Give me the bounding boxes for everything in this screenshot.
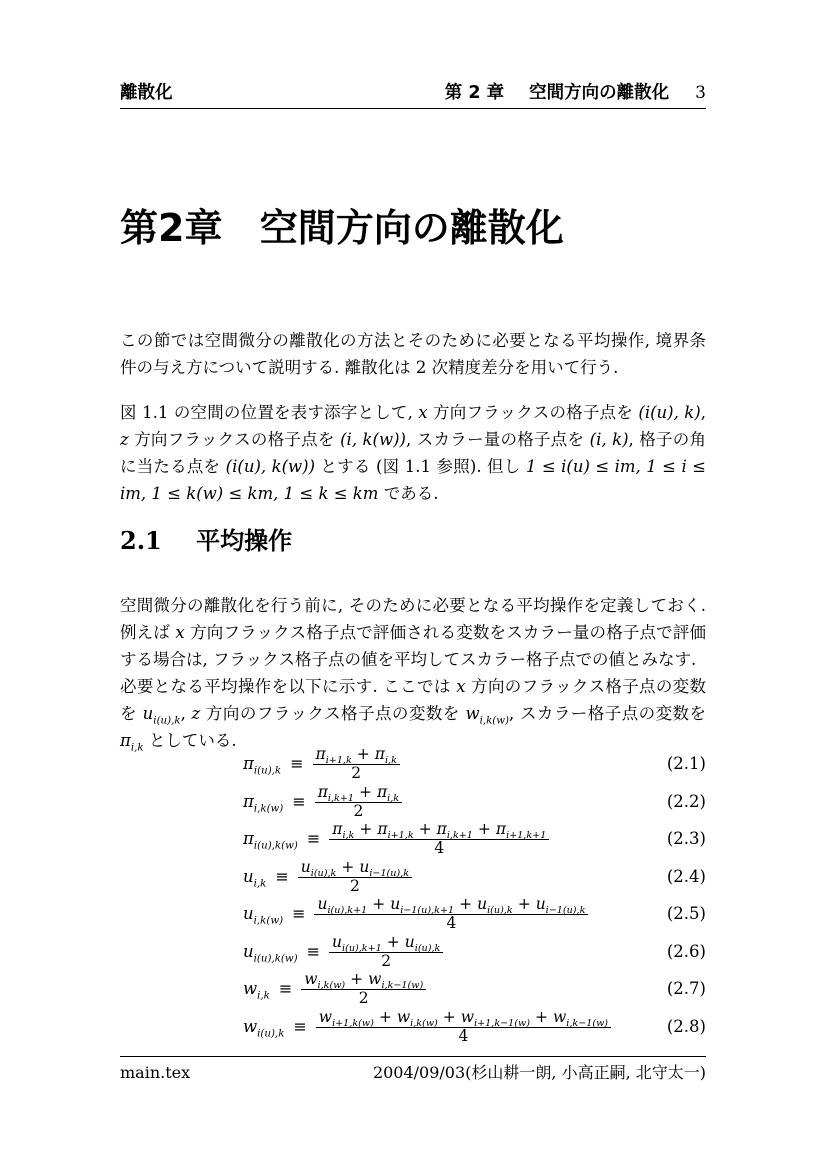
math-term: z [120,430,129,449]
header-chapter-info [445,84,706,103]
math-term: $u_{i(u),k}$ [477,895,513,917]
footer-filename: main.tex [120,1063,191,1082]
math-term: $u_{i,k}$ [243,866,267,890]
math-term: $w_{i,k(w)}$ [396,1007,438,1029]
fraction [329,933,443,970]
equation-row [120,1008,706,1046]
paragraph-intro [120,327,706,381]
fraction [314,895,588,932]
footer-date-authors: 2004/09/03(杉山耕一朗, 小高正嗣, 北守太一) [372,1063,706,1082]
equation-row [120,895,706,933]
math-term: $u_{i(u),k}$ [142,704,181,727]
math-term: $u_{i-1(u),k+1}$ [390,895,455,917]
math-term: $\pi_{i,k}$ [332,820,355,842]
equation-body [243,783,402,820]
equation-list [120,745,706,1045]
text-run: 方向フラックスの格子点を [427,403,639,422]
math-term: $u_{i(u),k+1}$ [317,895,368,917]
math-term: $u_{i-1(u),k}$ [535,895,586,917]
equiv-symbol: ≡ [292,904,306,924]
plus-operator: + [534,1007,548,1026]
fraction [298,858,412,895]
math-term: $\pi_{i,k+1}$ [317,782,354,804]
fraction-numerator [316,1008,611,1028]
fraction-numerator [315,783,402,803]
equation-body [243,745,400,782]
math-term: $u_{i(u),k}$ [404,932,441,954]
equation-body [243,1008,611,1045]
header-chapter-label: 第 2 章 [444,83,505,103]
equation-number: (2.8) [666,1016,706,1036]
math-term: (i, k(w)) [340,430,406,449]
equation-number: (2.3) [666,829,706,849]
plus-operator: + [442,1007,456,1026]
text-run: 図 1.1 の空間の位置を表す添字として, [120,403,419,422]
text-run: 必要となる平均操作を以下に示す. ここでは [120,677,457,696]
text-run: , スカラー格子点の変数を [509,704,706,723]
math-term: $w_{i+1,k-1(w)}$ [460,1007,530,1029]
equation-number: (2.7) [666,979,706,999]
fraction [329,820,549,857]
equation-number: (2.1) [666,754,706,774]
chapter-heading [120,205,564,251]
equiv-symbol: ≡ [306,829,321,849]
text-run: , [180,704,192,723]
plus-operator: + [358,782,372,801]
math-term: 1 ≤ i(u) ≤ im, 1 ≤ i ≤ im, 1 ≤ k(w) ≤ km, 1 ≤ k ≤ km [120,457,706,503]
math-term: $w_{i,k}$ [243,979,270,1002]
plus-operator: + [372,895,386,914]
fraction-denominator: 2 [351,764,362,783]
page-number: 3 [695,83,706,103]
equation-row [120,820,706,858]
header-chapter-title: 空間方向の離散化 [529,83,670,103]
math-term: $\pi_{i,k}$ [376,782,400,804]
section-heading [120,526,292,556]
math-term: x [456,677,466,696]
plus-operator: + [350,970,364,989]
plus-operator: + [378,1007,392,1026]
math-term: $u_{i(u),k+1}$ [332,932,382,954]
fraction-numerator [298,858,412,878]
math-term: $u_{i(u),k}$ [300,857,337,879]
text-run: である. [378,484,439,503]
fraction-numerator [329,933,443,953]
equation-body [243,895,588,932]
text-run: としている. [143,731,237,750]
fraction [313,745,400,782]
math-term: $\pi_{i+1,k}$ [377,820,414,842]
plus-operator: + [386,932,400,951]
equiv-symbol: ≡ [290,754,304,774]
chapter-title: 空間方向の離散化 [259,206,564,250]
math-term: $\pi_{i,k+1}$ [436,820,473,842]
math-term: $\pi_{i+1,k}$ [315,745,352,767]
math-term: x [175,623,185,642]
text-run: とする (図 1.1 参照). 但し [315,457,526,476]
paragraph-grid-indices [120,399,706,507]
equation-body [243,820,549,857]
text-run: 方向フラックス格子点で評価される変数をスカラー量の格子点で評価する場合は, フラックス格子点の値を平均してスカラー格子点での値とみなす. [120,623,707,669]
equiv-symbol: ≡ [275,866,289,886]
math-term: (i, k) [589,430,629,449]
text-run: , [700,403,706,422]
fraction-numerator [313,745,400,765]
math-term: $u_{i-1(u),k}$ [359,857,410,879]
math-term: $w_{i,k-1(w)}$ [368,970,424,992]
plus-operator: + [477,820,491,839]
math-term: $w_{i,k-1(w)}$ [552,1007,609,1029]
fraction [316,1008,611,1045]
equation-number: (2.4) [666,866,706,886]
page-footer [120,1056,706,1082]
equiv-symbol: ≡ [306,941,321,961]
math-term: $w_{i,k(w)}$ [304,970,346,992]
fraction-denominator: 2 [353,801,364,820]
math-term: $u_{i,k(w)}$ [243,904,284,927]
math-term: (i(u), k) [638,403,701,422]
math-term: $\pi_{i,k(w)}$ [243,791,284,815]
math-term: $\pi_{i,k}$ [374,745,397,767]
math-term: $w_{i+1,k(w)}$ [318,1007,374,1029]
plus-operator: + [418,820,432,839]
math-term: z [191,704,201,723]
equation-number: (2.2) [666,791,706,811]
text-run: 方向フラックスの格子点を [128,430,341,449]
equation-number: (2.6) [666,941,706,961]
equation-row [120,745,706,783]
equation-body [243,858,412,895]
text-run: 空間微分の離散化を行う前に, そのために必要となる平均操作を定義しておく. 例えば [120,596,706,642]
equiv-symbol: ≡ [278,979,293,999]
math-term: $w_{i,k(w)}$ [465,704,509,727]
fraction [301,970,426,1007]
math-term: x [418,403,428,422]
plus-operator: + [341,857,355,876]
fraction-numerator [314,895,588,915]
running-header [120,84,706,109]
plus-operator: + [359,820,373,839]
paragraph-average-notation [120,673,706,754]
fraction-denominator: 4 [434,839,445,858]
section-number: 2.1 [120,526,162,555]
plus-operator: + [356,745,370,764]
math-term: (i(u), k(w)) [225,457,316,476]
text-run: , 格子の角に当たる点を [120,430,707,476]
plus-operator: + [517,895,531,914]
fraction-denominator: 2 [349,876,360,895]
fraction-numerator [301,970,426,990]
paragraph-average-intro [120,592,706,673]
math-term: $\pi_{i(u),k(w)}$ [243,829,298,852]
math-term: $\pi_{i(u),k}$ [243,754,282,777]
fraction-denominator: 4 [458,1026,469,1045]
text-run: 方向のフラックス格子点の変数を [120,677,706,723]
chapter-number: 第2章 [120,206,223,250]
equation-row [120,970,706,1008]
equation-row [120,783,706,821]
text-run: この節では空間微分の離散化の方法とそのために必要となる平均操作, 境界条件の与え方について説明する. 離散化は 2 次精度差分を用いて行う. [120,331,706,377]
text-run: 方向のフラックス格子点の変数を [200,704,466,723]
equation-row [120,858,706,896]
fraction-denominator: 4 [446,914,457,933]
equation-row [120,933,706,971]
fraction-denominator: 2 [358,989,369,1008]
equiv-symbol: ≡ [292,791,306,811]
text-run: , スカラー量の格子点を [406,430,590,449]
math-term: $w_{i(u),k}$ [243,1016,285,1040]
math-term: $u_{i(u),k(w)}$ [243,941,298,965]
math-term: $\pi_{i+1,k+1}$ [495,820,547,842]
section-title: 平均操作 [196,527,293,555]
header-doc-title: 離散化 [120,83,173,103]
fraction [315,783,402,820]
equation-body [243,933,443,970]
fraction-numerator [329,820,549,840]
fraction-denominator: 2 [381,951,392,970]
equation-number: (2.5) [666,904,706,924]
equation-body [243,970,426,1007]
math-term: $\pi_{i,k}$ [120,731,144,754]
equiv-symbol: ≡ [293,1016,307,1036]
plus-operator: + [459,895,473,914]
